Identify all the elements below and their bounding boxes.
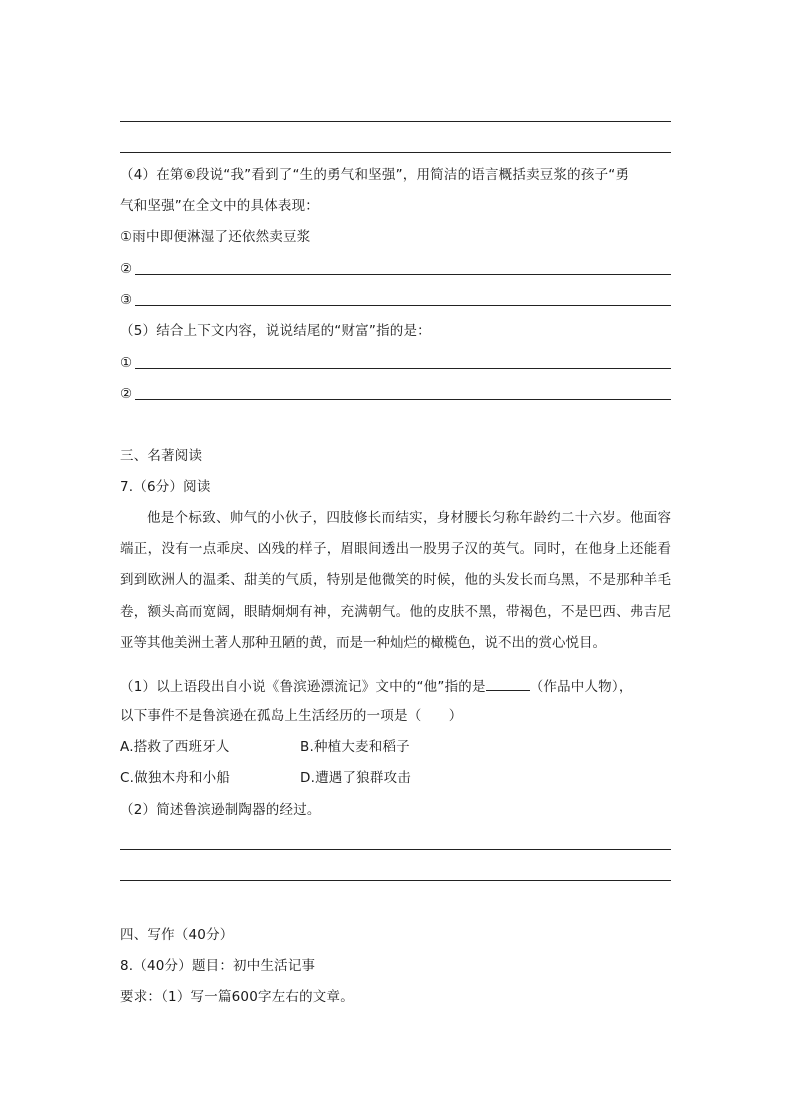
q8-requirement: 要求：（1）写一篇600字左右的文章。	[120, 989, 354, 1005]
q6-sub5-answer-2[interactable]	[120, 384, 671, 404]
q7-sub1-line1	[120, 676, 633, 697]
answer-line	[120, 152, 671, 153]
answer-line	[135, 274, 671, 275]
option-c[interactable]: C.做独木舟和小船	[120, 770, 231, 786]
answer-line	[120, 849, 671, 850]
q7-reading-passage: 他是个标致、帅气的小伙子，四肢修长而结实，身材腰长匀称年龄约二十六岁。他面容端正，没有一点乖戾、凶残的样子，眉眼间透出一股男子汉的英气。同时，在他身上还能看到到欧洲人的温柔、甜美的气质，特别是他微笑的时候，他的头发长而乌黑，不是那种羊毛卷，额头高而宽阔，眼睛炯炯有神，充满朝气。他的皮肤不黑，带褐色，不是巴西、弗吉尼亚等其他美洲土著人那种丑陋的黄，而是一种灿烂的橄榄色，说不出的赏心悦目。	[120, 510, 671, 651]
q6-sub4-answer-3[interactable]	[120, 290, 671, 310]
q7-sub1-line2: 以下事件不是鲁滨逊在孤岛上生活经历的一项是（ ）	[120, 708, 463, 724]
option-d[interactable]: D.遭遇了狼群攻击	[300, 770, 411, 786]
q7-sub1-text-b: （作品中人物），	[529, 679, 633, 695]
answer-label: ②	[120, 261, 133, 277]
answer-line	[135, 305, 671, 306]
option-b[interactable]: B.种植大麦和稻子	[300, 739, 410, 755]
option-a[interactable]: A.搭救了西班牙人	[120, 739, 230, 755]
q6-sub4-prompt-line1: （4）在第⑥段说“我”看到了“生的勇气和坚强”，用简洁的语言概括卖豆浆的孩子“勇	[120, 167, 630, 183]
q6-sub4-prompt-line2: 气和坚强”在全文中的具体表现：	[120, 198, 319, 214]
answer-line	[135, 399, 671, 400]
answer-line	[120, 121, 671, 122]
answer-label: ①	[120, 355, 133, 371]
section-3-title: 三、名著阅读	[120, 448, 203, 464]
fill-in-blank[interactable]	[486, 676, 530, 691]
q8-prompt: 8.（40分）题目：初中生活记事	[120, 958, 316, 974]
q7-sub1-text-a: （1）以上语段出自小说《鲁滨逊漂流记》文中的“他”指的是	[120, 679, 486, 695]
q6-sub5-answer-1[interactable]	[120, 353, 671, 373]
q7-heading: 7.（6分）阅读	[120, 479, 211, 495]
section-4-title: 四、写作（40分）	[120, 927, 234, 943]
answer-label: ③	[120, 292, 133, 308]
q7-sub2-prompt: （2）简述鲁滨逊制陶器的经过。	[120, 802, 321, 818]
q6-sub4-answer-2[interactable]	[120, 259, 671, 279]
q6-sub4-item1: ①雨中即便淋湿了还依然卖豆浆	[120, 229, 311, 245]
answer-line	[120, 880, 671, 881]
q6-sub5-prompt: （5）结合上下文内容，说说结尾的“财富”指的是：	[120, 323, 431, 339]
answer-label: ②	[120, 386, 133, 402]
answer-line	[135, 368, 671, 369]
